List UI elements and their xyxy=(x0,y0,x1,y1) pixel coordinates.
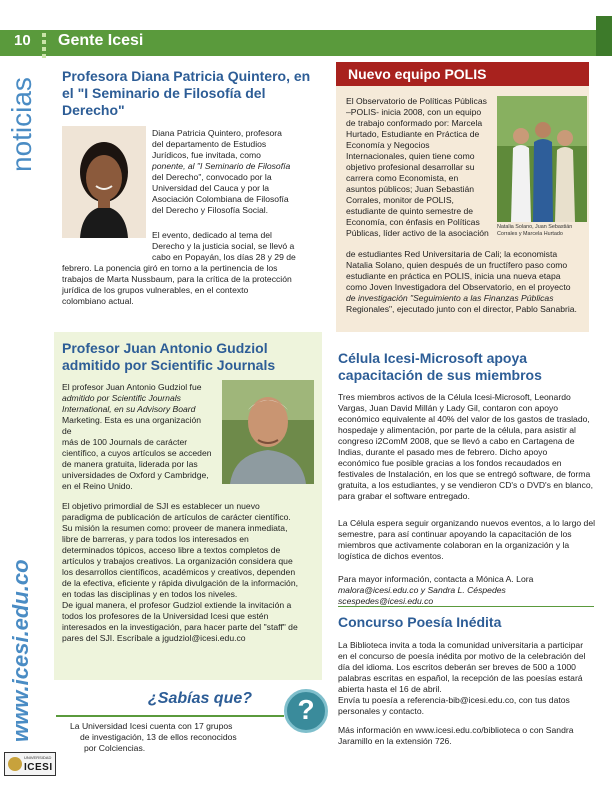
text-line: hospedaje y alimentación, por parte de la célula, para asistir al xyxy=(338,425,576,435)
poesia-divider xyxy=(338,606,594,607)
logo-name: ICESI xyxy=(24,762,53,773)
section-title: Gente Icesi xyxy=(58,32,144,49)
text-line: El profesor Juan Antonio Gudziol fue xyxy=(62,382,202,392)
celula-title xyxy=(338,350,598,384)
text-line: Su misión la resumen como: proveer de manera inmediata, xyxy=(62,523,288,533)
gudziol-title xyxy=(62,340,320,374)
text-line: del departamento de Estudios xyxy=(152,139,267,149)
gudziol-photo xyxy=(222,380,314,484)
text-line: Natalia Solano, quien después de un fructífero paso como xyxy=(346,260,568,270)
text-line: Indias, durante el pasado mes de febrero. Dicho apoyo xyxy=(338,447,548,457)
text-line: todos los profesores de la Universidad Icesi que estén xyxy=(62,611,269,621)
text-line: Corrales, monitor de POLIS, xyxy=(346,195,454,205)
celula-p3 xyxy=(338,574,600,607)
text-line: estudiante de quinto semestre de xyxy=(346,206,474,216)
text-line: febrero. La ponencia giró en torno a la pertinencia de los xyxy=(62,263,278,273)
title-line: admitido por Scientific Journals xyxy=(62,357,276,373)
text-line: en el Reino Unido. xyxy=(62,481,133,491)
icesi-logo xyxy=(4,752,56,776)
sabias-title: ¿Sabías que? xyxy=(148,690,253,707)
text-line: Diana Patricia Quintero, profesora xyxy=(152,128,282,138)
gudziol-p1 xyxy=(62,382,212,492)
text-line: admitido por Scientific Journals xyxy=(62,393,181,403)
polis-title: Nuevo equipo POLIS xyxy=(348,66,487,82)
text-line: libre de barreras, y para todos los interesados en xyxy=(62,534,249,544)
text-line: cabo en Popayán, los días 28 y 29 de xyxy=(152,252,296,262)
header-dot-ornament xyxy=(36,30,52,56)
celula-p1 xyxy=(338,392,600,502)
text-line: por Colciencias. xyxy=(84,743,146,753)
text-line: estudiante en práctica en POLIS, inicia una nueva etapa xyxy=(346,271,561,281)
text-line: artículos y trabajos creativos. La organización considera que xyxy=(62,556,293,566)
title-line: capacitación de sus miembros xyxy=(338,367,542,383)
title-line: Célula Icesi-Microsoft apoya xyxy=(338,350,528,366)
text-line[interactable]: malora@icesi.edu.co y Sandra L. Céspedes scespedes@icesi.edu.co xyxy=(338,585,506,606)
text-line: más de 100 Journals de carácter xyxy=(62,437,188,447)
text-line: personales y contacto. xyxy=(338,706,424,716)
title-line: Profesor Juan Antonio Gudziol xyxy=(62,340,268,356)
text-line: en el concurso de poesía inédita por motivo de la celebración del xyxy=(338,651,586,661)
text-line: –POLIS- inicia 2008, con un equipo xyxy=(346,107,482,117)
text-line: asuntos públicos; Juan Sebastián xyxy=(346,184,475,194)
text-line: La Universidad Icesi cuenta con 17 grupos xyxy=(70,721,233,731)
side-label xyxy=(6,76,42,172)
text-line: Universidad del Cauca y por la xyxy=(152,183,270,193)
text-line: día del idioma. Los escritos deberán ser breves de 500 a 1000 xyxy=(338,662,576,672)
text-line: Públicas, líder activo de la asociación xyxy=(346,228,489,238)
text-line: Asociación Colombiana de Filosofía xyxy=(152,194,289,204)
logo-university: UNIVERSIDAD xyxy=(24,755,52,760)
text-line: Economía, con énfasis en Políticas xyxy=(346,217,480,227)
poesia-p2 xyxy=(338,725,600,747)
quintero-p2-narrow xyxy=(152,230,322,263)
text-line: La Célula espera seguir organizando nuevos eventos, a lo largo del xyxy=(338,518,596,528)
gudziol-p2 xyxy=(62,501,320,644)
text-line[interactable]: Envía tu poesía a referencia-bib@icesi.edu.co, con tus datos xyxy=(338,695,570,705)
text-line: Internacionales, quien tiene como xyxy=(346,151,475,161)
quintero-photo xyxy=(62,126,146,238)
poesia-p1 xyxy=(338,640,600,717)
text-line: congreso i2ComM 2008, que se llevó a cabo en Cartagena de xyxy=(338,436,575,446)
text-line: miembros que activamente colaboran en la organización y la xyxy=(338,540,570,550)
text-line: científico, a cuyos artículos se acceden xyxy=(62,448,212,458)
text-line: El Observatorio de Políticas Públicas xyxy=(346,96,487,106)
sabias-text xyxy=(70,721,282,754)
side-url[interactable] xyxy=(8,532,40,742)
text-line: International, en su Advisory Board xyxy=(62,404,196,414)
text-line: Tres miembros activos de la Célula Icesi-Microsoft, Leonardo xyxy=(338,392,571,402)
text-line: El objetivo primordial de SJI es establecer un nuevo xyxy=(62,501,260,511)
polis-photo-caption: Natalia Solano, Juan Sebastián Corrales y Marcela Hurtado xyxy=(497,224,573,237)
text-line: de trabajo conformado por: Marcela xyxy=(346,118,483,128)
text-line[interactable]: pares del SJI. Escríbale a jgudziol@icesi.edu.co xyxy=(62,633,246,643)
text-line: ponente, al "I Seminario de Filosofía xyxy=(152,161,291,171)
text-line: semestre, para así continuar apoyando la capacitación de los xyxy=(338,529,572,539)
text-line: objetivo profesional desarrollar su xyxy=(346,162,475,172)
text-line[interactable]: Más información en www.icesi.edu.co/biblioteca o con Sandra xyxy=(338,725,574,735)
text-line: Derecho y la justicia social, se llevó a xyxy=(152,241,295,251)
side-url-text[interactable]: www.icesi.edu.co xyxy=(8,559,33,742)
text-line: Vargas, Juan David Millán y Lady Gil, contaron con apoyo xyxy=(338,403,559,413)
text-line: trabajos de Marta Nussbaum, para la crítica de la protección xyxy=(62,274,292,284)
text-line: Regionales", ejecutado junto con el director, Pablo Sanabria. xyxy=(346,304,577,314)
text-line: para grabar el software entregado. xyxy=(338,491,470,501)
text-line: interesados en la investigación, para hacer parte del "staff" de xyxy=(62,622,298,632)
celula-p2 xyxy=(338,518,600,562)
text-line: de estudiantes Red Universitaria de Cali; la economista xyxy=(346,249,558,259)
question-glyph: ? xyxy=(297,694,315,725)
text-line: palabras escritas en español, la recepción de las poesías estará xyxy=(338,673,583,683)
text-line: colombiano actual. xyxy=(62,296,134,306)
text-line: jurídica de los grupos vulnerables, en el contexto xyxy=(62,285,249,295)
text-line: universidades de Oxford y Cambridge, xyxy=(62,470,209,480)
text-line: del Derecho", convocado por la xyxy=(152,172,272,182)
text-line: La Biblioteca invita a toda la comunidad universitaria a participar xyxy=(338,640,584,650)
text-line: paradigma de publicación de artículos de carácter científico. xyxy=(62,512,291,522)
text-line: económico equivalente al 40% del valor de los gastos de traslado, xyxy=(338,414,590,424)
text-line: en todas las disciplinas y en todos los niveles. xyxy=(62,589,238,599)
polis-p1-narrow xyxy=(346,96,496,239)
text-line: determinados tópicos, acceso libre a textos completos de xyxy=(62,545,281,555)
text-line: Jaramillo en la extensión 726. xyxy=(338,736,452,746)
text-line: festivales de Instalación, en los que se entregó software, de forma xyxy=(338,469,591,479)
quintero-p2-wide xyxy=(62,263,324,307)
text-line: de la efectiva, eficiente y rápida divulgación de la información, xyxy=(62,578,298,588)
text-line: carrera como Economista, en xyxy=(346,173,459,183)
side-label-text: noticias xyxy=(6,77,37,172)
polis-photo xyxy=(497,96,587,222)
text-line: gratuita, a los estudiantes, y se vendieron CD's o DVD's en blanco, xyxy=(338,480,594,490)
text-line: los desarrollos científicos, académicos y creativos, dependen xyxy=(62,567,296,577)
text-line: como Joven Investigadora del Observatorio, en el proyecto xyxy=(346,282,571,292)
text-line: Economía y Negocios xyxy=(346,140,430,150)
text-line: económico fue posible gracias a los fondos recaudados en xyxy=(338,458,562,468)
sabias-divider xyxy=(56,715,284,717)
polis-p1-wide xyxy=(346,249,586,315)
text-line: Para mayor información, contacta a Mónica A. Lora xyxy=(338,574,534,584)
text-line: El evento, dedicado al tema del xyxy=(152,230,272,240)
text-line: de investigación, 13 de ellos reconocidos xyxy=(80,732,237,742)
question-icon xyxy=(284,689,328,733)
seal-icon xyxy=(8,757,22,771)
text-line: logística de dichos eventos. xyxy=(338,551,444,561)
text-line: De igual manera, el profesor Gudziol extiende la invitación a xyxy=(62,600,292,610)
text-line: Hurtado, Estudiante en Práctica de xyxy=(346,129,480,139)
text-line: abierta hasta el 16 de abril. xyxy=(338,684,442,694)
quintero-p1 xyxy=(152,128,322,216)
quintero-title: Profesora Diana Patricia Quintero, en el "I Seminario de Filosofía del Derecho" xyxy=(62,68,311,118)
page-number: 10 xyxy=(14,32,31,49)
text-line: de manera gratuita, liderada por las xyxy=(62,459,198,469)
text-line: Marketing. Esta es una organización de xyxy=(62,415,202,436)
corner-tab xyxy=(596,16,612,56)
text-line: del Derecho y Filosofía Social. xyxy=(152,205,269,215)
text-line: Jurídicos, fue invitada, como xyxy=(152,150,261,160)
text-line: de investigación "Seguimiento a las Finanzas Públicas xyxy=(346,293,554,303)
poesia-title: Concurso Poesía Inédita xyxy=(338,614,502,630)
